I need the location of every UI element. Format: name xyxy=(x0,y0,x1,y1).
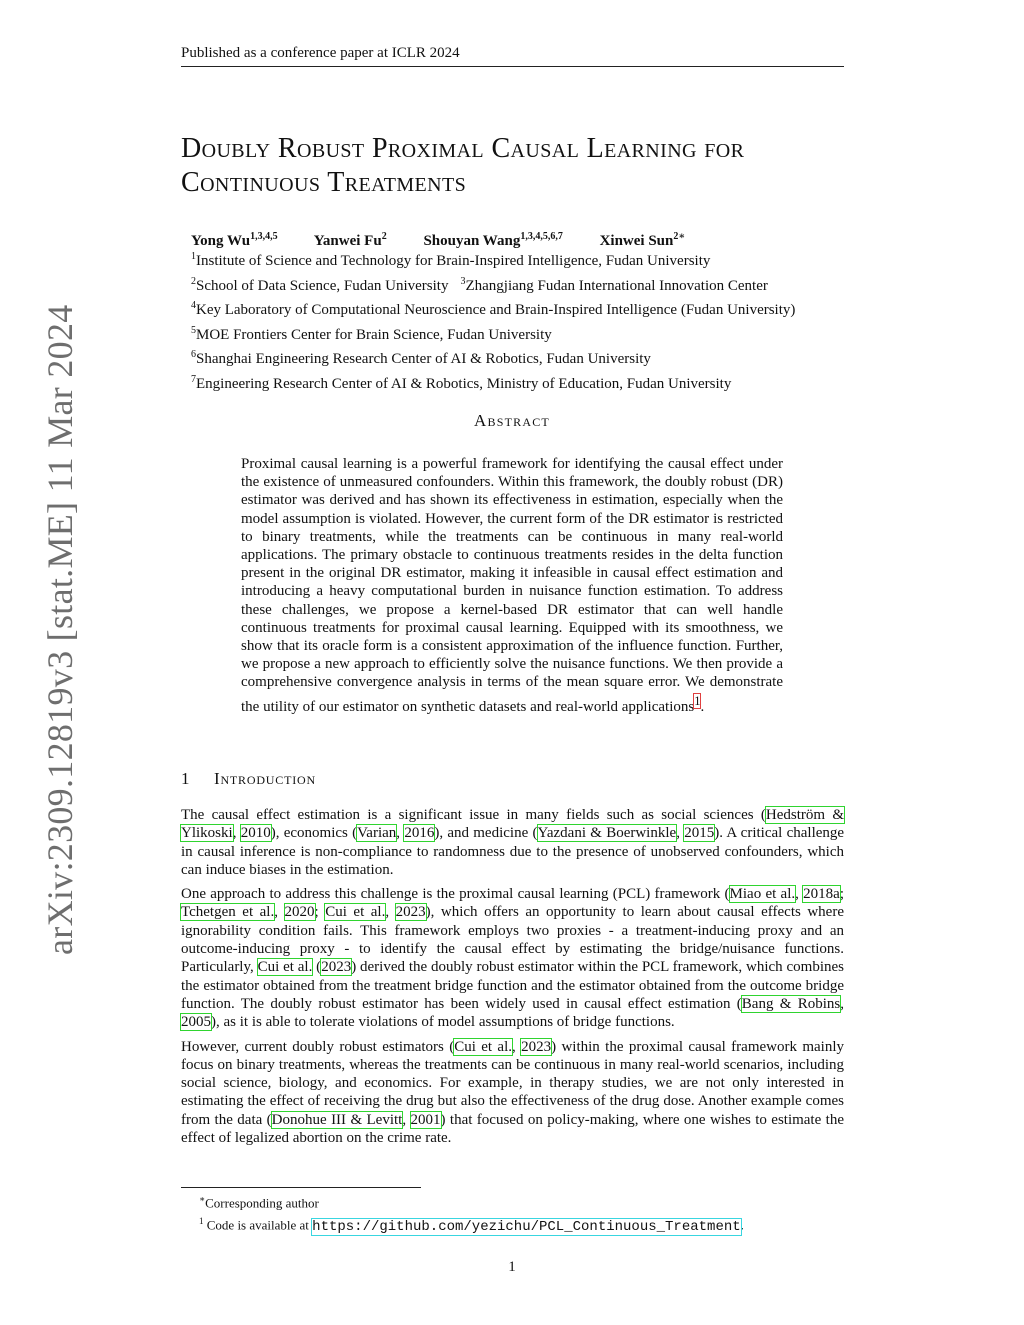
citation-link[interactable]: 2023 xyxy=(521,1038,552,1055)
affiliation-7: $^7$Engineering Research Center of AI & Robotics, Ministry of Education, Fudan University xyxy=(191,373,732,392)
citation-link[interactable]: 2001 xyxy=(410,1111,441,1128)
citation-link[interactable]: 2015 xyxy=(684,825,715,842)
citation-link[interactable]: 2023 xyxy=(395,904,426,921)
affiliation-2-3: $^2$School of Data Science, Fudan University $^3$Zhangjiang Fudan International Innovation Center xyxy=(191,275,768,294)
running-header: Published as a conference paper at ICLR 2024 xyxy=(181,44,844,67)
affiliation-6: $^6$Shanghai Engineering Research Center of AI & Robotics, Fudan University xyxy=(191,349,651,367)
author-3: Shouyan Wang$^{1,3,4,5,6,7}$ xyxy=(423,231,563,249)
citation-link[interactable]: Hedström & Ylikoski xyxy=(181,807,844,842)
footnotes xyxy=(199,1190,839,1236)
footnote-code-availability: $^1$ Code is available at https://github.com/yezichu/PCL_Continuous_Treatment. xyxy=(199,1216,744,1235)
citation-link[interactable]: 2005 xyxy=(181,1014,211,1031)
abstract-text: Proximal causal learning is a powerful framework for identifying the causal effect under the existence of unmeasured confounders. Within this framework, the doubly robust (DR) estimator was derived and has shown its effectiveness in estimation, especially when the model assumption is violated. However, the current form of the DR estimator is restricted to binary treatments, while the treatments can be continuous in many real-world applications. The primary obstacle to continuous treatments resides in the delta function present in the original DR estimator, making it infeasible in causal effect estimation and introducing a heavy computational burden in nuisance function estimation. To address these challenges, we propose a kernel-based DR estimator that can well handle continuous treatments for proximal causal learning. Equipped with its smoothness, we show that its oracle form is a consistent approximation of the influence function. Further, we propose a new approach to efficiently solve the nuisance functions. We then provide a comprehensive convergence analysis in terms of the mean square error. We demonstrate the utility of our estimator on synthetic datasets and real-world applications$^1$. xyxy=(241,456,783,715)
author-1: Yong Wu$^{1,3,4,5}$ xyxy=(191,231,278,249)
page-number: 1 xyxy=(508,1259,516,1275)
introduction-body xyxy=(181,806,844,1153)
title-line-1: Doubly Robust Proximal Causal Learning for xyxy=(181,133,745,164)
footnote-divider xyxy=(181,1187,421,1188)
footnote-link-1[interactable]: 1 xyxy=(694,693,701,708)
section-title: Introduction xyxy=(214,769,316,788)
citation-link[interactable]: Bang & Robins xyxy=(741,995,841,1012)
citation-link[interactable]: 2020 xyxy=(284,904,315,921)
citation-link[interactable]: Cui et al. xyxy=(454,1038,512,1055)
abstract-heading: Abstract xyxy=(474,411,550,430)
citation-link[interactable]: Cui et al. xyxy=(325,904,386,921)
citation-link[interactable]: 2010 xyxy=(240,825,271,842)
title-line-2: Continuous Treatments xyxy=(181,167,467,198)
paragraph-2: One approach to address this challenge is the proximal causal learning (PCL) framework (Miao et al., 2018a; Tchetgen et al., 2020; Cui et al., 2023), which offers an opportunity to learn about causal effects where ignorability condition fails. This framework employs two proxies - a treatment-inducing proxy and an outcome-inducing proxy - to identify the causal effect by estimating the bridge/nuisance functions. Particularly, Cui et al. (2023) derived the doubly robust estimator within the PCL framework, which combines the estimator obtained from the treatment bridge function and the estimator obtained from the outcome bridge function. The doubly robust estimator has been widely used in causal effect estimation (Bang & Robins, 2005), as it is able to tolerate violations of model assumptions of bridge functions. xyxy=(181,886,844,1031)
footnote-corresponding-author: ∗Corresponding author xyxy=(199,1194,319,1211)
affiliation-list xyxy=(191,247,891,394)
author-2: Yanwei Fu$^2$ xyxy=(313,231,387,249)
citation-link[interactable]: Miao et al. xyxy=(729,886,796,903)
paragraph-3: However, current doubly robust estimators (Cui et al., 2023) within the proximal causal framework mainly focus on binary treatments, whereas the treatments can be continuous in many real-world scenarios, including social science, biology, and economics. For example, in therapy studies, we are not only interested in estimating the effect of receiving the drug but also the effectiveness of the drug dose. Another example comes from the data (Donohue III & Levitt, 2001) that focused on policy-making, where one wishes to estimate the effect of legalized abortion on the crime rate. xyxy=(181,1038,845,1147)
citation-link[interactable]: 2018a xyxy=(803,886,840,903)
citation-link[interactable]: Varian xyxy=(357,825,397,842)
citation-link[interactable]: Tchetgen et al. xyxy=(181,904,275,921)
affiliation-1: $^1$Institute of Science and Technology for Brain-Inspired Intelligence, Fudan University xyxy=(191,251,711,269)
author-4: Xinwei Sun$^{2∗}$ xyxy=(599,231,686,249)
citation-link[interactable]: 2016 xyxy=(404,825,435,842)
arxiv-identifier-stamp[interactable]: arXiv:2309.12819v3 [stat.ME] 11 Mar 2024 xyxy=(40,304,80,955)
citation-link[interactable]: Donohue III & Levitt xyxy=(271,1111,403,1128)
citation-link[interactable]: Cui et al. xyxy=(257,959,313,976)
citation-link[interactable]: 2023 xyxy=(321,959,352,976)
section-heading-introduction xyxy=(181,769,316,789)
code-url-link[interactable]: https://github.com/yezichu/PCL_Continuous_Treatment xyxy=(312,1218,741,1235)
affiliation-4: $^4$Key Laboratory of Computational Neuroscience and Brain-Inspired Intelligence (Fudan University) xyxy=(191,300,796,318)
affiliation-5: $^5$MOE Frontiers Center for Brain Science, Fudan University xyxy=(191,324,552,343)
citation-link[interactable]: Yazdani & Boerwinkle xyxy=(537,825,677,842)
paper-title xyxy=(181,132,861,200)
section-number: 1 xyxy=(181,769,191,788)
paragraph-1: The causal effect estimation is a significant issue in many fields such as social sciences (Hedström & Ylikoski, 2010), economics (Varian, 2016), and medicine (Yazdani & Boerwinkle, 2015). A critical challenge in causal inference is non-compliance to randomness due to the presence of unobserved confounders, which can induce biases in the estimation. xyxy=(181,807,845,878)
